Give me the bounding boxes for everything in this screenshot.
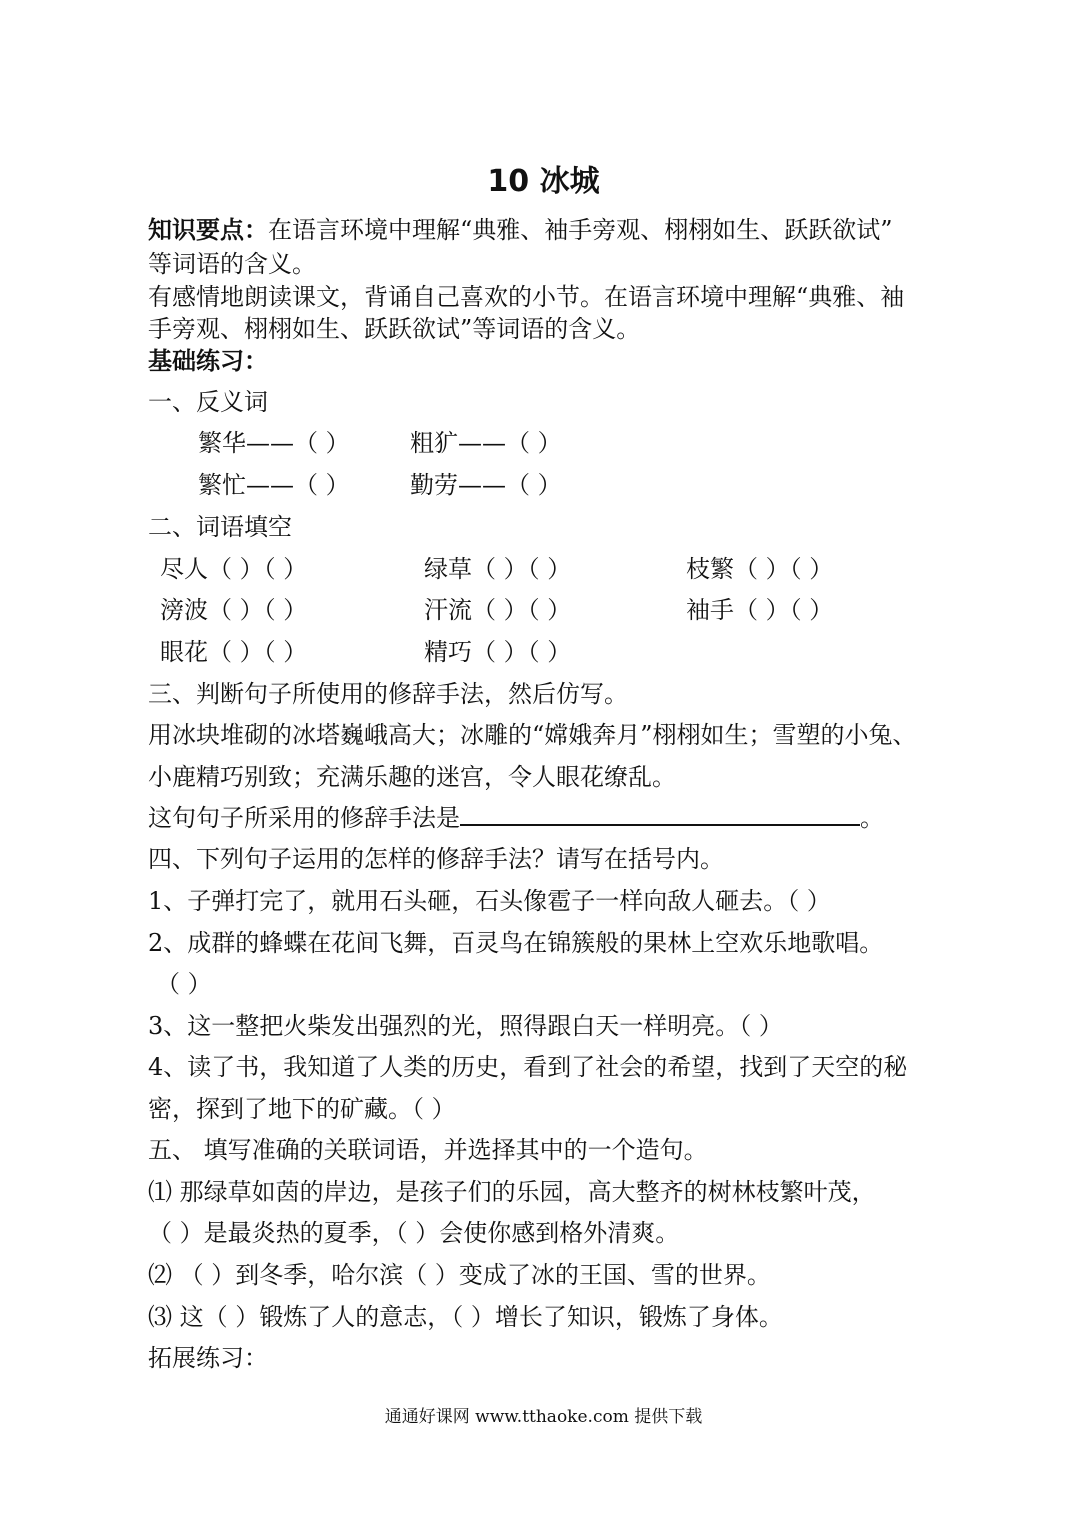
section-5-question-1: ⑴ 那绿草如茵的岸边，是孩子们的乐园，高大整齐的树林枝繁叶茂， — [148, 1178, 876, 1206]
section-3-prompt: 这句句子所采用的修辞手法是 — [148, 804, 460, 832]
fill-item: 眼花（ ）（ ） — [160, 638, 308, 666]
answer-blank[interactable] — [460, 804, 860, 826]
fill-item: 汗流（ ）（ ） — [424, 596, 572, 624]
section-1-heading: 一、反义词 — [148, 388, 268, 416]
section-3-heading: 三、判断句子所使用的修辞手法，然后仿写。 — [148, 680, 628, 708]
page-footer: 通通好课网 www.tthaoke.com 提供下载 — [384, 1407, 703, 1427]
fill-item: 尽人（ ）（ ） — [160, 555, 308, 583]
section-4-question-1: 1、子弹打完了，就用石头砸，石头像雹子一样向敌人砸去。（ ） — [148, 887, 831, 915]
knowledge-label: 知识要点： — [148, 216, 268, 244]
knowledge-text-1: 在语言环境中理解“典雅、袖手旁观、栩栩如生、跃跃欲试” — [268, 216, 893, 244]
antonym-item: 勤劳——（ ） — [410, 471, 562, 499]
knowledge-line-3: 有感情地朗读课文，背诵自己喜欢的小节。在语言环境中理解“典雅、袖 — [148, 283, 905, 311]
section-4-question-2: 2、成群的蜂蝶在花间飞舞，百灵鸟在锦簇般的果林上空欢乐地歌唱。 — [148, 929, 884, 957]
antonym-item: 繁忙——（ ） — [198, 471, 350, 499]
fill-item: 绿草（ ）（ ） — [424, 555, 572, 583]
section-3-sentence-1: 用冰块堆砌的冰塔巍峨高大；冰雕的“嫦娥奔月”栩栩如生；雪塑的小兔、 — [148, 721, 917, 749]
fill-item: 枝繁（ ）（ ） — [686, 555, 834, 583]
antonym-item: 繁华——（ ） — [198, 429, 350, 457]
section-5-question-3: ⑶ 这（ ）锻炼了人的意志，（ ）增长了知识，锻炼了身体。 — [148, 1303, 783, 1331]
section-4-heading: 四、下列句子运用的怎样的修辞手法？请写在括号内。 — [148, 845, 724, 873]
section-3-sentence-2: 小鹿精巧别致；充满乐趣的迷宫，令人眼花缭乱。 — [148, 763, 676, 791]
section-5-heading: 五、 填写准确的关联词语，并选择其中的一个造句。 — [148, 1136, 708, 1164]
section-4-question-4-cont: 密，探到了地下的矿藏。（ ） — [148, 1095, 456, 1123]
knowledge-line-1 — [148, 214, 893, 246]
section-5-question-2: ⑵ （ ）到冬季，哈尔滨（ ）变成了冰的王国、雪的世界。 — [148, 1261, 771, 1289]
page-title: 10 冰城 — [487, 164, 600, 199]
section-4-question-2-blank: （ ） — [156, 970, 212, 998]
knowledge-line-4: 手旁观、栩栩如生、跃跃欲试”等词语的含义。 — [148, 315, 641, 343]
section-3-period: 。 — [860, 804, 884, 832]
section-5-question-1-cont: （ ）是最炎热的夏季，（ ）会使你感到格外清爽。 — [148, 1219, 680, 1247]
fill-item: 滂波（ ）（ ） — [160, 596, 308, 624]
antonym-item: 粗犷——（ ） — [410, 429, 562, 457]
section-2-heading: 二、词语填空 — [148, 513, 292, 541]
section-4-question-3: 3、这一整把火柴发出强烈的光，照得跟白天一样明亮。（ ） — [148, 1012, 783, 1040]
knowledge-line-2: 等词语的含义。 — [148, 250, 316, 278]
extension-heading: 拓展练习： — [148, 1344, 268, 1372]
fill-item: 精巧（ ）（ ） — [424, 638, 572, 666]
section-3-prompt-line — [148, 802, 884, 834]
fill-item: 袖手（ ）（ ） — [686, 596, 834, 624]
basic-practice-heading: 基础练习： — [148, 347, 268, 375]
section-4-question-4: 4、读了书，我知道了人类的历史，看到了社会的希望，找到了天空的秘 — [148, 1053, 908, 1081]
